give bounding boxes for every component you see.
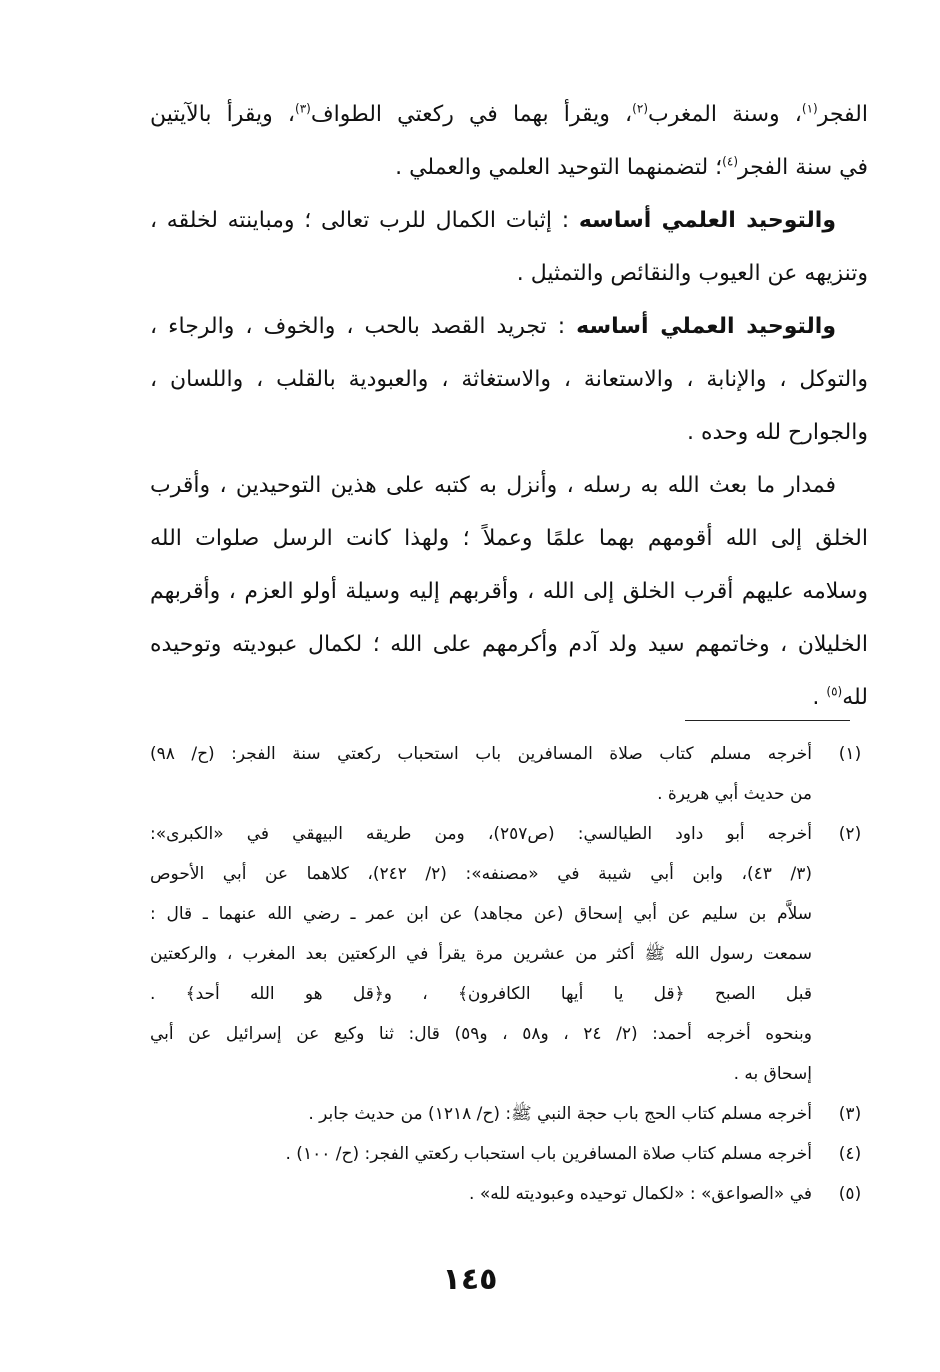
footnote-line: سلاَّم بن سليم عن أبي إسحاق (عن مجاهد) عن ابن عمر ـ رضي الله عنهما ـ قال : — [150, 904, 812, 924]
footnote-marker[interactable]: (٢) — [632, 101, 648, 116]
text-line — [150, 618, 868, 671]
footnote-line: إسحاق به . — [733, 1064, 812, 1084]
heading-term: والتوحيد العملي أساسه — [576, 314, 837, 339]
footnote-line: سمعت رسول الله ﷺ أكثر من عشرين مرة يقرأ في الركعتين بعد المغرب ، والركعتين — [150, 944, 812, 964]
footnote-item — [150, 1174, 868, 1214]
text-segment: ، وسنة المغرب — [648, 102, 802, 127]
text-segment: والتوكل ، والإنابة ، والاستعانة ، والاستغاثة ، والعبودية بالقلب ، واللسان ، — [150, 367, 868, 392]
footnote-marker[interactable]: (٣) — [295, 101, 311, 116]
footnote-number: (٢) — [838, 824, 862, 844]
text-line — [150, 459, 868, 512]
footnote-item — [150, 1094, 868, 1134]
footnote-marker[interactable]: (٥) — [826, 684, 843, 699]
text-segment: الخلق إلى الله أقومهم بهما علمًا وعملاً ؛ ولهذا كانت الرسل صلوات الله — [150, 526, 868, 551]
footnote-divider — [685, 720, 850, 721]
text-line — [150, 88, 868, 141]
text-segment: ؛ لتضمنهما التوحيد العلمي والعملي . — [395, 155, 723, 180]
text-segment: في سنة الفجر — [738, 155, 868, 180]
footnote-item — [150, 814, 868, 1094]
text-line — [150, 194, 868, 247]
text-segment: : تجريد القصد بالحب ، والخوف ، والرجاء ، — [150, 314, 577, 339]
footnote-marker[interactable]: (٤) — [722, 154, 738, 169]
text-segment: ، ويقرأ بهما في ركعتي الطواف — [310, 102, 633, 127]
text-line — [150, 671, 868, 724]
footnote-line: قبل الصبح ﴿قل يا أيها الكافرون﴾ ، و﴿قل هو الله أحد﴾ . — [150, 984, 812, 1004]
footnote-line: (٣/ ٤٣)، وابن أبي شيبة في «مصنفه»: (٢/ ٢٤٢)، كلاهما عن أبي الأحوص — [150, 864, 812, 884]
text-segment: الفجر — [817, 102, 868, 127]
text-line — [150, 247, 868, 300]
text-line — [150, 141, 868, 194]
footnote-line: في «الصواعق» : «لكمال توحيده وعبوديته لله» . — [469, 1184, 812, 1204]
text-segment: وتنزيهه عن العيوب والنقائص والتمثيل . — [516, 261, 868, 286]
footnote-number: (٤) — [838, 1144, 862, 1164]
text-segment: والجوارح لله وحده . — [687, 420, 868, 445]
text-segment: الخليلان ، وخاتمهم سيد ولد آدم وأكرمهم على الله ؛ لكمال عبوديته وتوحيده — [150, 632, 868, 657]
text-segment: لله — [842, 685, 868, 710]
text-segment: ، ويقرأ بالآيتين — [150, 102, 296, 127]
text-line — [150, 406, 868, 459]
footnote-number: (١) — [838, 744, 862, 764]
text-segment: : إثبات الكمال للرب تعالى ؛ ومباينته لخلقه ، — [150, 208, 579, 233]
footnote-item — [150, 1134, 868, 1174]
footnote-line: أخرجه أبو داود الطيالسي: (ص٢٥٧)، ومن طريقه البيهقي في «الكبرى»: — [150, 824, 812, 844]
footnote-marker[interactable]: (١) — [801, 101, 818, 116]
text-segment: . — [812, 685, 827, 710]
text-line — [150, 512, 868, 565]
text-segment: وسلامه عليهم أقرب الخلق إلى الله ، وأقربهم إليه وسيلة أولو العزم ، وأقربهم — [150, 579, 868, 604]
heading-term: والتوحيد العلمي أساسه — [578, 208, 836, 233]
text-line — [150, 353, 868, 406]
text-segment: فمدار ما بعث الله به رسله ، وأنزل به كتبه على هذين التوحيدين ، وأقرب — [150, 473, 836, 498]
footnote-number: (٣) — [838, 1104, 862, 1124]
footnote-line: أخرجه مسلم كتاب صلاة المسافرين باب استحباب ركعتي سنة الفجر: (ح/ ٩٨) — [150, 744, 812, 764]
footnote-line: من حديث أبي هريرة . — [657, 784, 812, 804]
footnote-line: وبنحوه أخرجه أحمد: (٢/ ٢٤ ، و٥٨ ، و٥٩) قال: ثنا وكيع عن إسرائيل عن أبي — [150, 1024, 812, 1044]
footnotes-section — [150, 734, 868, 1214]
page-number: ١٤٥ — [442, 1262, 498, 1297]
text-line — [150, 565, 868, 618]
footnote-item — [150, 734, 868, 814]
footnote-line: أخرجه مسلم كتاب الحج باب حجة النبي ﷺ: (ح/ ١٢١٨) من حديث جابر . — [308, 1104, 812, 1124]
text-line — [150, 300, 868, 353]
footnote-number: (٥) — [838, 1184, 862, 1204]
main-text-body — [150, 88, 868, 724]
footnote-line: أخرجه مسلم كتاب صلاة المسافرين باب استحباب ركعتي الفجر: (ح/ ١٠٠) . — [285, 1144, 812, 1164]
